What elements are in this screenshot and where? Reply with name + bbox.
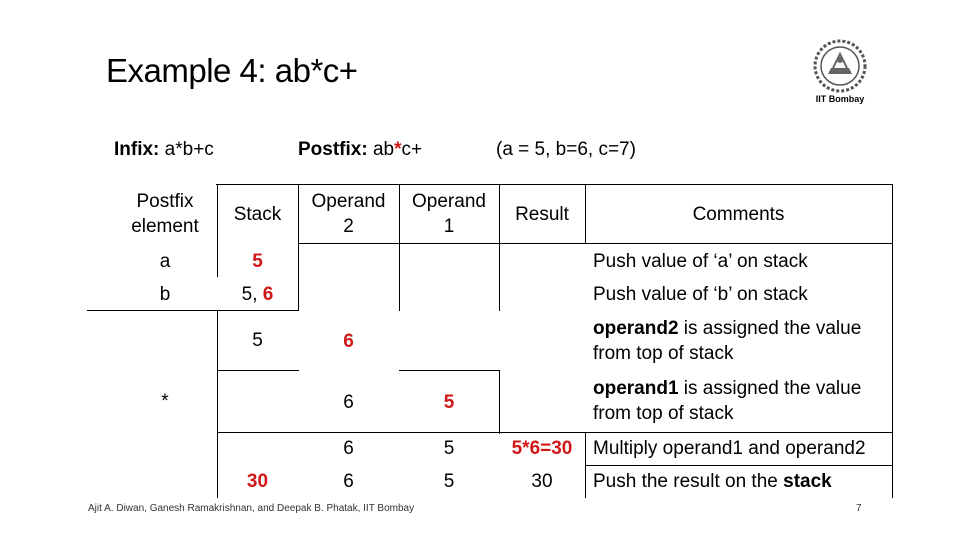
row4-comment — [593, 376, 893, 428]
row3-comment-rest: is assigned the value — [678, 318, 862, 339]
row4-comment-line1 — [593, 376, 861, 401]
header-operand2 — [298, 188, 399, 240]
row5-result: 5*6=30 — [511, 437, 573, 459]
row3-comment-line1 — [593, 316, 861, 341]
header-postfix-element-line2: element — [131, 216, 199, 237]
header-postfix-element-line1: Postfix — [136, 191, 194, 212]
row2-stack-part-6: 6 — [262, 283, 274, 305]
postfix-value-part-ab: ab — [372, 139, 395, 160]
row2-stack-part-5: 5, — [241, 283, 258, 305]
row3-comment — [593, 316, 893, 368]
row6-comment-bold: stack — [783, 470, 832, 492]
row-divider — [217, 370, 299, 371]
star-element: * — [161, 390, 169, 412]
col-divider — [499, 370, 500, 434]
logo-caption: IIT Bombay — [815, 94, 865, 104]
infix-label: Infix: — [114, 139, 160, 160]
row2-stack — [217, 281, 298, 307]
page-number: 7 — [856, 503, 862, 514]
row4-comment-line2: from top of stack — [593, 403, 734, 424]
header-operand2-line1: Operand — [311, 191, 386, 212]
row6-stack: 30 — [246, 470, 269, 492]
row3-comment-line2: from top of stack — [593, 343, 734, 364]
header-stack: Stack — [233, 203, 282, 225]
row6-comment — [593, 468, 893, 494]
row-divider — [298, 243, 893, 244]
slide-title: Example 4: ab*c+ — [106, 52, 358, 89]
header-operand1 — [399, 188, 499, 240]
row4-operand1: 5 — [443, 391, 455, 413]
footer-credits: Ajit A. Diwan, Ganesh Ramakrishnan, and Deepak B. Phatak, IIT Bombay — [88, 503, 415, 514]
row4-operand2: 6 — [343, 391, 354, 413]
row2-comment: Push value of ‘b’ on stack — [593, 283, 808, 305]
row5-operand1: 5 — [443, 437, 455, 459]
header-result: Result — [515, 203, 569, 225]
postfix-value-part-c: c+ — [401, 139, 423, 160]
postfix-label: Postfix: — [298, 139, 368, 160]
row1-comment: Push value of ‘a’ on stack — [593, 250, 808, 272]
row4-comment-rest: is assigned the value — [678, 378, 862, 399]
row4-comment-bold: operand1 — [593, 378, 679, 399]
row6-operand2: 6 — [343, 470, 354, 492]
row2-element: b — [159, 283, 171, 305]
row5-operand2: 6 — [343, 437, 354, 459]
row6-operand1: 5 — [443, 470, 455, 492]
row-divider — [216, 184, 893, 185]
row3-stack: 5 — [252, 329, 263, 351]
row-divider — [87, 310, 299, 311]
row-divider — [217, 432, 893, 433]
variable-values: (a = 5, b=6, c=7) — [496, 139, 636, 160]
header-operand1-line2: 1 — [443, 216, 455, 237]
infix-value: a*b+c — [164, 139, 214, 160]
header-operand1-line1: Operand — [412, 191, 486, 212]
row6-comment-text: Push the result on the — [593, 470, 784, 492]
row1-stack: 5 — [252, 250, 263, 272]
header-comments: Comments — [692, 203, 785, 225]
row3-operand2: 6 — [343, 330, 354, 352]
row5-comment: Multiply operand1 and operand2 — [593, 437, 866, 459]
row3-comment-bold: operand2 — [593, 318, 679, 339]
postfix-value-star: * — [394, 139, 402, 160]
header-postfix-element — [110, 188, 220, 240]
row-divider — [585, 465, 893, 466]
row-divider — [399, 370, 500, 371]
header-operand2-line2: 2 — [343, 216, 354, 237]
row6-result: 30 — [531, 470, 553, 492]
row1-element: a — [159, 250, 171, 272]
